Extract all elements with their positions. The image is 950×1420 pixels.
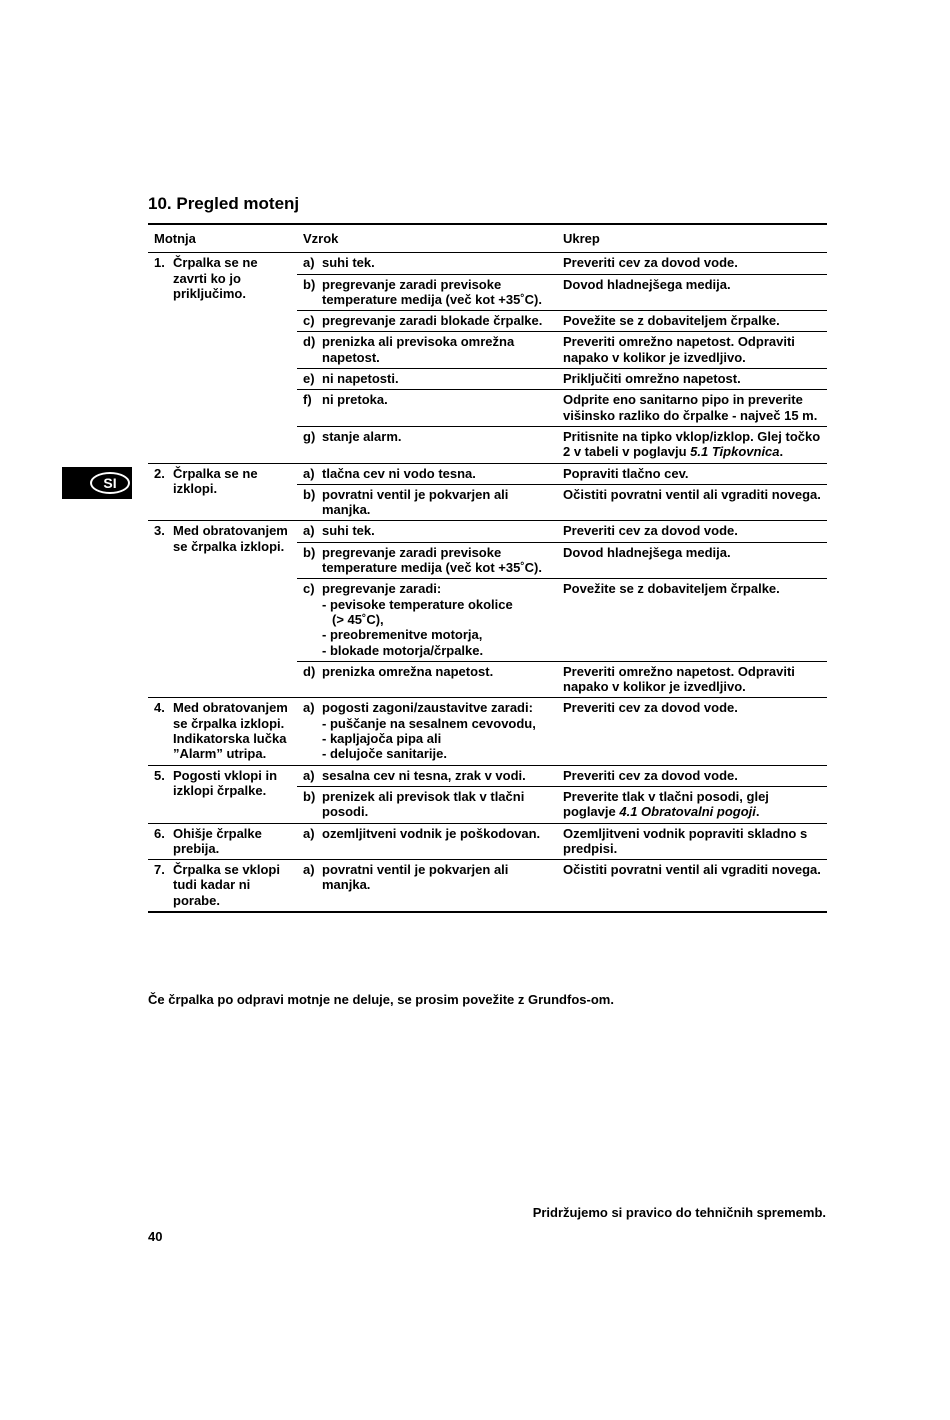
cause-letter: a) bbox=[303, 825, 315, 841]
cause-text-block bbox=[322, 545, 551, 576]
cause-cell bbox=[297, 311, 557, 332]
cause-subitem: - kapljajoča pipa ali bbox=[322, 731, 442, 747]
table-row bbox=[148, 765, 827, 786]
action-cell bbox=[557, 463, 827, 484]
cause-letter: e) bbox=[303, 371, 315, 387]
cause-cell bbox=[297, 253, 557, 274]
action-cell bbox=[557, 484, 827, 521]
cause-letter: a) bbox=[303, 255, 315, 271]
cause-text: prenizka ali previsoka omrežna napetost. bbox=[322, 334, 515, 365]
cause-text: pregrevanje zaradi blokade črpalke. bbox=[322, 313, 543, 329]
cause-letter: a) bbox=[303, 523, 315, 539]
cause-letter: c) bbox=[303, 313, 315, 329]
cause-text-block bbox=[322, 768, 551, 783]
table-row bbox=[148, 860, 827, 912]
cause-text: prenizka omrežna napetost. bbox=[322, 663, 494, 679]
action-cell bbox=[557, 860, 827, 912]
problem-item bbox=[154, 862, 291, 908]
cause-item bbox=[303, 545, 551, 576]
cause-text: suhi tek. bbox=[322, 523, 375, 539]
action-text: Priključiti omrežno napetost. bbox=[563, 371, 741, 387]
problem-item bbox=[154, 826, 291, 857]
table-row bbox=[148, 463, 827, 484]
cause-text-block bbox=[322, 826, 551, 841]
cause-item bbox=[303, 768, 551, 783]
action-cell bbox=[557, 253, 827, 274]
action-text: Dovod hladnejšega medija. bbox=[563, 544, 731, 560]
cause-text: tlačna cev ni vodo tesna. bbox=[322, 465, 476, 481]
problem-cell bbox=[148, 463, 297, 521]
cause-letter: a) bbox=[303, 862, 315, 878]
cause-item bbox=[303, 429, 551, 444]
action-text: Povežite se z dobaviteljem črpalke. bbox=[563, 581, 780, 597]
cause-text-block bbox=[322, 581, 551, 657]
problem-item bbox=[154, 255, 291, 301]
cause-text-block bbox=[322, 664, 551, 679]
action-text: Povežite se z dobaviteljem črpalke. bbox=[563, 313, 780, 329]
cause-item bbox=[303, 334, 551, 365]
cause-text-block bbox=[322, 313, 551, 328]
cause-item bbox=[303, 255, 551, 270]
cause-subitem: - preobremenitve motorja, bbox=[322, 627, 483, 643]
cause-item bbox=[303, 581, 551, 657]
column-header-vzrok: Vzrok bbox=[297, 224, 557, 253]
action-text: Preveriti cev za dovod vode. bbox=[563, 700, 738, 716]
cause-text: pregrevanje zaradi previsoke temperature medija (več kot +35˚C). bbox=[322, 544, 542, 576]
cause-text: ozemljitveni vodnik je poškodovan. bbox=[322, 825, 541, 841]
cause-item bbox=[303, 371, 551, 386]
action-text: Preveriti cev za dovod vode. bbox=[563, 255, 738, 271]
cause-text-block bbox=[322, 789, 551, 820]
problem-label: Črpalka se ne zavrti ko jo priključimo. bbox=[173, 255, 258, 301]
cause-cell bbox=[297, 823, 557, 860]
action-cell bbox=[557, 765, 827, 786]
action-cell bbox=[557, 698, 827, 765]
cause-letter: a) bbox=[303, 700, 315, 716]
action-cell bbox=[557, 311, 827, 332]
table-header-row bbox=[148, 224, 827, 253]
problem-number: 5. bbox=[154, 767, 165, 783]
action-text: Ozemljitveni vodnik popraviti skladno s predpisi. bbox=[563, 825, 808, 856]
page-title: 10. Pregled motenj bbox=[148, 194, 300, 213]
cause-text: ni napetosti. bbox=[322, 371, 399, 387]
cause-item bbox=[303, 487, 551, 518]
action-cell bbox=[557, 274, 827, 311]
action-cell bbox=[557, 542, 827, 579]
table-row bbox=[148, 698, 827, 765]
cause-letter: a) bbox=[303, 767, 315, 783]
cause-cell bbox=[297, 390, 557, 427]
cause-cell bbox=[297, 484, 557, 521]
cause-letter: b) bbox=[303, 544, 316, 560]
problem-label: Pogosti vklopi in izklopi črpalke. bbox=[173, 767, 278, 798]
problem-label: Črpalka se vklopi tudi kadar ni porabe. bbox=[173, 862, 280, 908]
action-text: Dovod hladnejšega medija. bbox=[563, 276, 731, 292]
problem-number: 1. bbox=[154, 255, 165, 271]
cause-cell bbox=[297, 579, 557, 661]
cause-text-block bbox=[322, 523, 551, 538]
cause-letter: c) bbox=[303, 581, 315, 597]
table-row bbox=[148, 521, 827, 542]
cause-cell bbox=[297, 860, 557, 912]
problem-number: 3. bbox=[154, 523, 165, 539]
problem-item bbox=[154, 700, 291, 761]
cause-item bbox=[303, 789, 551, 820]
cause-text-block bbox=[322, 277, 551, 308]
cause-item bbox=[303, 664, 551, 679]
table-row bbox=[148, 253, 827, 274]
problem-number: 4. bbox=[154, 700, 165, 716]
page-number: 40 bbox=[148, 1229, 163, 1244]
cause-item bbox=[303, 313, 551, 328]
action-cell bbox=[557, 579, 827, 661]
table-row bbox=[148, 823, 827, 860]
cause-cell bbox=[297, 542, 557, 579]
cause-text: sesalna cev ni tesna, zrak v vodi. bbox=[322, 767, 526, 783]
problem-cell bbox=[148, 823, 297, 860]
cause-text-block bbox=[322, 700, 551, 761]
cause-cell bbox=[297, 786, 557, 823]
problem-item bbox=[154, 768, 291, 799]
problem-cell bbox=[148, 253, 297, 463]
cause-cell bbox=[297, 369, 557, 390]
cause-letter: a) bbox=[303, 465, 315, 481]
action-reference: 4.1 Obratovalni pogoji bbox=[619, 804, 756, 820]
cause-text-block bbox=[322, 334, 551, 365]
problem-item bbox=[154, 466, 291, 497]
action-text: Popraviti tlačno cev. bbox=[563, 465, 689, 481]
cause-text-block bbox=[322, 466, 551, 481]
problem-cell bbox=[148, 698, 297, 765]
problem-label: Črpalka se ne izklopi. bbox=[173, 465, 258, 496]
cause-text-block bbox=[322, 371, 551, 386]
cause-text: stanje alarm. bbox=[322, 428, 402, 444]
action-cell bbox=[557, 332, 827, 369]
action-cell bbox=[557, 521, 827, 542]
action-text: Preveriti cev za dovod vode. bbox=[563, 767, 738, 783]
rights-reserved-note: Pridržujemo si pravico do tehničnih sprememb. bbox=[532, 1205, 826, 1220]
cause-subitem: - puščanje na sesalnem cevovodu, bbox=[322, 715, 536, 731]
cause-letter: f) bbox=[303, 392, 312, 408]
cause-letter: b) bbox=[303, 788, 316, 804]
action-text: Pritisnite na tipko vklop/izklop. Glej točko 2 v tabeli v poglavju bbox=[563, 428, 821, 460]
column-header-motnja: Motnja bbox=[148, 224, 297, 253]
cause-subitem: - blokade motorja/črpalke. bbox=[322, 642, 484, 658]
footer-note: Če črpalka po odpravi motnje ne deluje, se prosim povežite z Grundfos-om. bbox=[148, 992, 614, 1007]
action-cell bbox=[557, 786, 827, 823]
cause-letter: g) bbox=[303, 428, 316, 444]
cause-item bbox=[303, 826, 551, 841]
action-cell bbox=[557, 823, 827, 860]
problem-cell bbox=[148, 521, 297, 698]
cause-text: pregrevanje zaradi: bbox=[322, 581, 442, 597]
cause-item bbox=[303, 862, 551, 893]
cause-subitem: (> 45˚C), bbox=[332, 611, 384, 627]
action-text: Preveriti omrežno napetost. Odpraviti napako v kolikor je izvedljivo. bbox=[563, 334, 795, 365]
cause-text: ni pretoka. bbox=[322, 392, 388, 408]
cause-text-block bbox=[322, 392, 551, 407]
cause-text-block bbox=[322, 862, 551, 893]
cause-cell bbox=[297, 661, 557, 698]
action-cell bbox=[557, 661, 827, 698]
cause-text: povratni ventil je pokvarjen ali manjka. bbox=[322, 486, 509, 518]
cause-cell bbox=[297, 698, 557, 765]
table-body bbox=[148, 253, 827, 912]
action-text: Preveriti cev za dovod vode. bbox=[563, 523, 738, 539]
cause-text: povratni ventil je pokvarjen ali manjka. bbox=[322, 862, 509, 893]
action-cell bbox=[557, 426, 827, 463]
cause-letter: b) bbox=[303, 276, 316, 292]
language-tab-label: SI bbox=[90, 472, 130, 494]
action-text: Očistiti povratni ventil ali vgraditi novega. bbox=[563, 862, 821, 878]
problem-cell bbox=[148, 860, 297, 912]
problem-label: Med obratovanjem se črpalka izklopi. Indikatorska lučka ”Alarm” utripa. bbox=[173, 700, 288, 762]
cause-letter: d) bbox=[303, 663, 316, 679]
cause-subitem: - delujoče sanitarije. bbox=[322, 746, 447, 762]
cause-cell bbox=[297, 765, 557, 786]
cause-text: suhi tek. bbox=[322, 255, 375, 271]
cause-item bbox=[303, 466, 551, 481]
cause-cell bbox=[297, 463, 557, 484]
cause-cell bbox=[297, 274, 557, 311]
cause-cell bbox=[297, 521, 557, 542]
cause-item bbox=[303, 700, 551, 761]
action-text: Preverite tlak v tlačni posodi, glej poglavje bbox=[563, 788, 769, 820]
action-text: Preveriti omrežno napetost. Odpraviti napako v kolikor je izvedljivo. bbox=[563, 663, 795, 695]
cause-letter: d) bbox=[303, 334, 316, 350]
action-cell bbox=[557, 369, 827, 390]
problem-label: Ohišje črpalke prebija. bbox=[173, 825, 262, 856]
problem-number: 2. bbox=[154, 465, 165, 481]
cause-cell bbox=[297, 426, 557, 463]
cause-cell bbox=[297, 332, 557, 369]
action-reference: 5.1 Tipkovnica bbox=[690, 444, 780, 460]
cause-text-block bbox=[322, 487, 551, 518]
cause-text: pogosti zagoni/zaustavitve zaradi: bbox=[322, 700, 533, 716]
cause-subitem: - pevisoke temperature okolice bbox=[322, 596, 513, 612]
cause-item bbox=[303, 392, 551, 407]
problem-number: 6. bbox=[154, 825, 165, 841]
cause-text-block bbox=[322, 429, 551, 444]
cause-text: pregrevanje zaradi previsoke temperature medija (več kot +35˚C). bbox=[322, 276, 542, 307]
action-text-end: . bbox=[779, 444, 784, 460]
action-text-end: . bbox=[755, 804, 760, 820]
cause-item bbox=[303, 277, 551, 308]
cause-item bbox=[303, 523, 551, 538]
cause-letter: b) bbox=[303, 486, 316, 502]
action-text: Odprite eno sanitarno pipo in preverite višinsko razliko do črpalke - največ 15 m. bbox=[563, 392, 818, 423]
action-text: Očistiti povratni ventil ali vgraditi novega. bbox=[563, 486, 821, 502]
problem-number: 7. bbox=[154, 862, 165, 878]
cause-text-block bbox=[322, 255, 551, 270]
column-header-ukrep: Ukrep bbox=[557, 224, 827, 253]
troubleshooting-table bbox=[148, 223, 827, 913]
problem-label: Med obratovanjem se črpalka izklopi. bbox=[173, 523, 288, 554]
problem-item bbox=[154, 523, 291, 554]
problem-cell bbox=[148, 765, 297, 823]
action-cell bbox=[557, 390, 827, 427]
cause-text: prenizek ali previsok tlak v tlačni posodi. bbox=[322, 788, 525, 820]
